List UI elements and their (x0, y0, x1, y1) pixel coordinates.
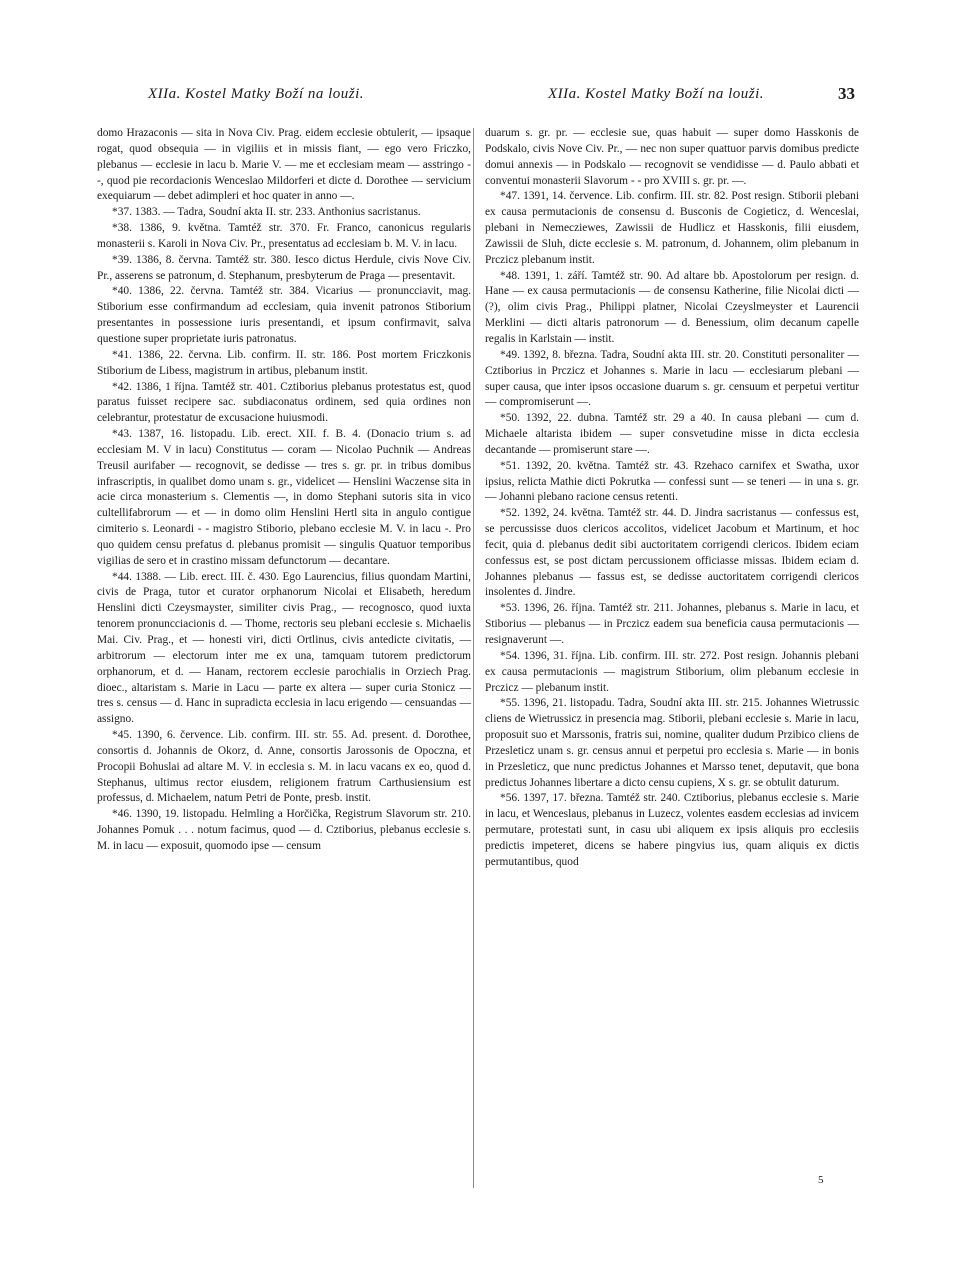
column-divider (473, 128, 474, 1188)
paragraph: *37. 1383. — Tadra, Soudní akta II. str. 233. Anthonius sacristanus. (112, 206, 421, 219)
page-number: 33 (838, 84, 855, 103)
paragraph: *55. 1396, 21. listopadu. Tadra, Soudní akta III. str. 215. Johannes Wietrussic cliens de Wietrussicz in presencia mag. Stiborii, plebani ecclesie s. Marie in lacu, proposuit suo et Marssonis, fratris sui, nomine, qualiter dudum Przibico cliens de Przesleticz unam s. gr. census annui et perpetui pro ecclesia s. Marie — in bonis in Przesleticz, que nunc predictus Johannes et Marsso tenet, deputavit, que bona predictus Johannes libertare a dicto censu cupiens, X s. gr. se obtulit daturum. (485, 697, 859, 789)
paragraph: *48. 1391, 1. září. Tamtéž str. 90. Ad altare bb. Apostolorum per resign. d. Hane — ex causa permutacionis — de consensu Katherine, filie Nicolai dicti — (?), olim civis Prag., Philippi platner, Nicolai Czeyslmeyster et Laurencii Merklini — dicti altaris patronorum — d. Benessium, olim decanum capelle regalis in Karlstain — instit. (485, 269, 859, 345)
paragraph: *51. 1392, 20. května. Tamtéž str. 43. Rzehaco carnifex et Swatha, uxor ipsius, relicta Mathie dicti Pokrutka — confessi sunt — se teneri — in una s. gr. — Johanni plebano racione census retenti. (485, 459, 859, 504)
paragraph: *56. 1397, 17. března. Tamtéž str. 240. Cztiborius, plebanus ecclesie s. Marie in lacu, et Wenceslaus, plebanus in Luzecz, volentes easdem ecclesias ad invicem permutare, protestati sunt, in casu ubi aliquem ex ipsis aliquis pro ecclesiis predictis impeteret, dicens se habere pingvius ius, quam aliquis ex dictis permutantibus, quod (485, 792, 859, 868)
paragraph: *53. 1396, 26. října. Tamtéž str. 211. Johannes, plebanus s. Marie in lacu, et Stiborius — plebanus — in Prczicz eadem sua beneficia causa permutacionis — resignaverunt —. (485, 602, 859, 646)
paragraph: *43. 1387, 16. listopadu. Lib. erect. XII. f. B. 4. (Donacio trium s. ad ecclesiam M. V in lacu) Constitutus — coram — Nicolao Puchnik — Andreas Treusil aurifaber — recognovit, se dedisse — tres s. gr. pr. in tribus domibus infrascriptis, in qualibet domo unam s. gr., videlicet — Henslini Waczense sita in acie circa monasterium s. Clementis —, in domo Stephani sutoris sita in vico cultellifabrorum — et — in domo olim Henslini Hertl sita in angulo contigue cimiterio s. Leonardi - - magistro Stiborio, plebano ecclesie M. V. in lacu -. Pro quo quidem censu prefatus d. plebanus promisit — singulis Quatuor temporibus vigilias de sero et in crastino missam defunctorum — decantare. (97, 428, 471, 567)
paragraph: *50. 1392, 22. dubna. Tamtéž str. 29 a 40. In causa plebani — cum d. Michaele altarista ibidem — super consvetudine misse in dicta ecclesia decantande — promiserunt stare —. (485, 412, 859, 456)
running-header-left: XIIa. Kostel Matky Boží na louži. (148, 86, 365, 102)
paragraph: duarum s. gr. pr. — ecclesie sue, quas habuit — super domo Hasskonis de Podskalo, civis Nove Civ. Pr., — nec non super quattuor parvis domibus predicte domui annexis — in Podskalo — recognovit se vendidisse — d. Paulo abbati et conventui monasterii Slavorum - - pro XVIII s. gr. pr. —. (485, 127, 859, 187)
paragraph: *52. 1392, 24. května. Tamtéž str. 44. D. Jindra sacristanus — confessus est, se percussisse duos clericos accolitos, videlicet Jacobum et Martinum, et hoc fecit, quia d. plebanus dedit sibi auctoritatem corrigendi clericos. Ibidem eciam confessus est, se post dictam percussionem officiasse missas. Ibidem eciam d. Johannes plebanus — fassus est, se dedisse auctoritatem corrigendi clericos insolentes d. Jindre. (485, 507, 859, 599)
paragraph: *38. 1386, 9. května. Tamtéž str. 370. Fr. Franco, canonicus regularis monasterii s. Karoli in Nova Civ. Pr., presentatus ad ecclesiam b. M. V. in lacu. (97, 222, 471, 250)
paragraph: *49. 1392, 8. března. Tadra, Soudní akta III. str. 20. Constituti personaliter — Cztiborius in Prczicz et Johannes s. Marie in lacu — ecclesiarum plebani — super causa, que inter ipsos occasione duarum s. gr. censuum et perpetui vertitur — compromiserunt —. (485, 348, 859, 409)
running-header-right: XIIa. Kostel Matky Boží na louži. (548, 86, 765, 102)
paragraph: *44. 1388. — Lib. erect. III. č. 430. Ego Laurencius, filius quondam Martini, civis de Praga, tutor et curator orphanorum Nicolai et Elisabeth, heredum Henslini dicti Czeysmayster, similiter civis Prag., — recognosco, quod iuxta tenorem pronuncciacionis d. — Thome, rectoris seu plebani ecclesie s. Michaelis Mai. Civ. Prag., et — honesti viri, dicti Ortlinus, civis antedicte civitatis, — arbitrorum — electorum inter me ex una, tamquam tutorem predictorum orphanorum, et d. — Hanam, rectorem ecclesie parochialis in Orziech Prag. dioec., altaristam s. Marie in Lacu — parte ex altera — super curia Stonicz — tres s. census — d. Hanc in supradicta ecclesia in lacu erigendo — censuandas — assigno. (97, 570, 471, 726)
signature-mark: 5 (818, 1174, 824, 1186)
right-column (485, 126, 859, 871)
paragraph: *46. 1390, 19. listopadu. Helmling a Horčička, Registrum Slavorum str. 210. Johannes Pomuk . . . notum facimus, quod — d. Cztiborius, plebanus ecclesie s. M. in lacu — exposuit, quomodo ipse — censum (97, 808, 471, 852)
left-column (97, 126, 471, 855)
paragraph: domo Hrazaconis — sita in Nova Civ. Prag. eidem ecclesie obtulerit, — ipsaque rogat, quod obsequia — in vigiliis et in missis fiant, — ego vero Friczko, plebanus — ecclesie in lacu b. Marie V. — me et ecclesiam meam — asstringo - -, quod pie recordacionis Wenceslao Mildorferi et dicte d. Dorothee — servicium exequiarum — debet adimpleri et hoc quater in anno —. (97, 127, 471, 203)
paragraph: *41. 1386, 22. června. Lib. confirm. II. str. 186. Post mortem Friczkonis Stiborium de Libess, magistrum in artibus, plebanum instit. (97, 348, 471, 377)
paragraph: *45. 1390, 6. července. Lib. confirm. III. str. 55. Ad. present. d. Dorothee, consortis d. Johannis de Okorz, d. Anne, consortis Jarossonis de Opoczna, et Procopii Bohuslai ad altare M. V. in ecclesia s. M. in lacu vacans ex eo, quod d. Stephanus, ultimus rector eiusdem, religionem fratrum Carthusiensium est professus, d. Michaelem, natum Petri de Ponte, presb. instit. (97, 729, 471, 805)
paragraph: *47. 1391, 14. července. Lib. confirm. III. str. 82. Post resign. Stiborii plebani ex causa permutacionis de consensu d. Busconis de Cogieticz, d. Wenceslai, plebani in Nemecziewes, Zawissii de Hudlicz et Hasskonis, filii eiusdem, Zawissii de Sluh, dicte ecclesie s. M. patronum, d. Johannem, olim plebanum in Prczicz plebanum instit. (485, 190, 859, 266)
paragraph: *39. 1386, 8. června. Tamtéž str. 380. Iesco dictus Herdule, civis Nove Civ. Pr., asserens se patronum, d. Stephanum, presbyterum de Praga — presentavit. (97, 253, 471, 282)
paragraph: *42. 1386, 1 října. Tamtéž str. 401. Cztiborius plebanus protestatus est, quod paratus fuisset recipere sac. subdiaconatus ordinem, sed quia ordines non celebrantur, protestatur de excusacione huiusmodi. (97, 380, 471, 425)
paragraph: *40. 1386, 22. června. Tamtéž str. 384. Vicarius — pronuncciavit, mag. Stiborium esse confirmandum ad ecclesiam, quia invenit patronos Stiborium presentantes in possessione iuris presentandi, et ipsum confirmavit, salva questione super proprietate iuris patronatus. (97, 285, 471, 345)
paragraph: *54. 1396, 31. října. Lib. confirm. III. str. 272. Post resign. Johannis plebani ex causa permutacionis — magistrum Stiborium, olim plebanum ecclesie in Prczicz — plebanum instit. (485, 649, 859, 694)
